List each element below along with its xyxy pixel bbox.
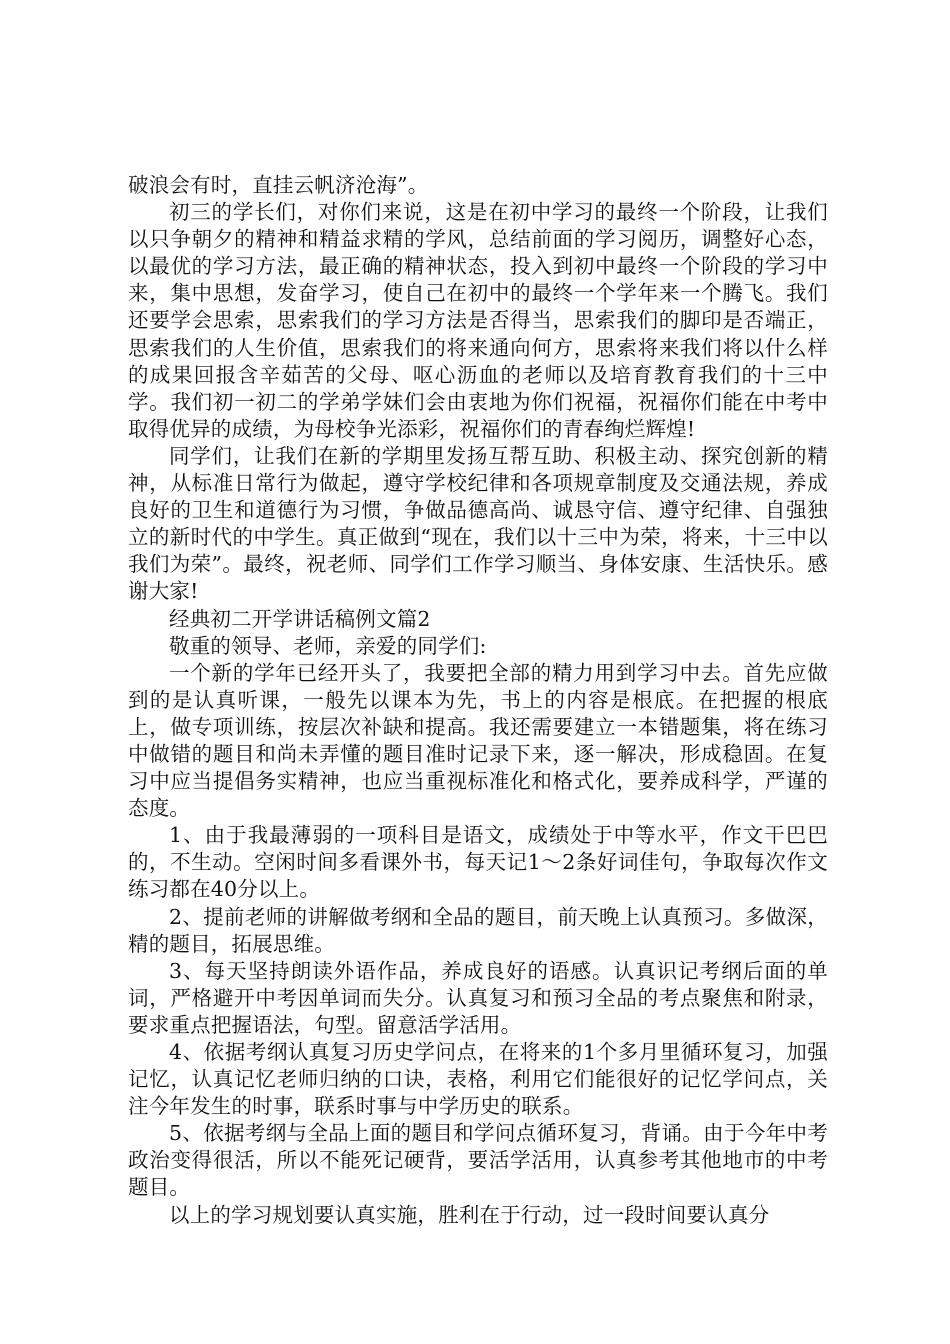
- list-item-chinese: 1、由于我最薄弱的一项科目是语文，成绩处于中等水平，作文干巴巴的，不生动。空闲时间多看课外书，每天记1～2条好词佳句，争取每次作文练习都在40分以上。: [128, 823, 828, 902]
- list-item-politics: 5、依据考纲与全品上面的题目和学问点循环复习，背诵。由于今年中考政治变得很活，所以不能死记硬背，要活学活用，认真参考其他地市的中考题目。: [128, 1121, 828, 1200]
- paragraph-classmates: 同学们，让我们在新的学期里发扬互帮互助、积极主动、探究创新的精神，从标准日常行为做起，遵守学校纪律和各项规章制度及交通法规，养成良好的卫生和道德行为习惯，争做品德高尚、诚恳守信、遵守纪律、自强独立的新时代的中学生。真正做到“现在，我们以十三中为荣，将来，十三中以我们为荣”。最终，祝老师、同学们工作学习顺当、身体安康、生活快乐。感谢大家!: [128, 443, 828, 604]
- list-item-preview: 2、提前老师的讲解做考纲和全品的题目，前天晚上认真预习。多做深，精的题目，拓展思维。: [128, 904, 828, 956]
- list-item-history: 4、依据考纲认真复习历史学问点，在将来的1个多月里循环复习，加强记忆，认真记忆老师归纳的口诀，表格，利用它们能很好的记忆学问点，关注今年发生的时事，联系时事与中学历史的联系。: [128, 1040, 828, 1119]
- paragraph-senior-students: 初三的学长们，对你们来说，这是在初中学习的最终一个阶段，让我们以只争朝夕的精神和精益求精的学风，总结前面的学习阅历，调整好心态，以最优的学习方法，最正确的精神状态，投入到初中最终一个阶段的学习中来，集中思想，发奋学习，使自己在初中的最终一个学年来一个腾飞。我们还要学会思索，思索我们的学习方法是否得当，思索我们的脚印是否端正，思索我们的人生价值，思索我们的将来通向何方，思索将来我们将以什么样的成果回报含辛茹苦的父母、呕心沥血的老师以及培育教育我们的十三中学。我们初一初二的学弟学妹们会由衷地为你们祝福，祝福你们能在中考中取得优异的成绩，为母校争光添彩，祝福你们的青春绚烂辉煌!: [128, 200, 828, 441]
- document-body: [128, 172, 828, 1229]
- paragraph-continuation: 破浪会有时，直挂云帆济沧海”。: [128, 173, 429, 197]
- paragraph-new-year: 一个新的学年已经开头了，我要把全部的精力用到学习中去。首先应做到的是认真听课，一般先以课本为先，书上的内容是根底。在把握的根底上，做专项训练，按层次补缺和提高。我还需要建立一本错题集，将在练习中做错的题目和尚未弄懂的题目准时记录下来，逐一解决，形成稳固。在复习中应当提倡务实精神，也应当重视标准化和格式化，要养成科学，严谨的态度。: [128, 660, 828, 821]
- paragraph-closing: 以上的学习规划要认真实施，胜利在于行动，过一段时间要认真分: [169, 1202, 770, 1227]
- section-heading: 经典初二开学讲话稿例文篇2: [169, 606, 431, 631]
- salutation: 敬重的领导、老师，亲爱的同学们:: [169, 633, 487, 658]
- list-item-english: 3、每天坚持朗读外语作品，养成良好的语感。认真识记考纲后面的单词，严格避开中考因单词而失分。认真复习和预习全品的考点聚焦和附录，要求重点把握语法，句型。留意活学活用。: [128, 958, 828, 1037]
